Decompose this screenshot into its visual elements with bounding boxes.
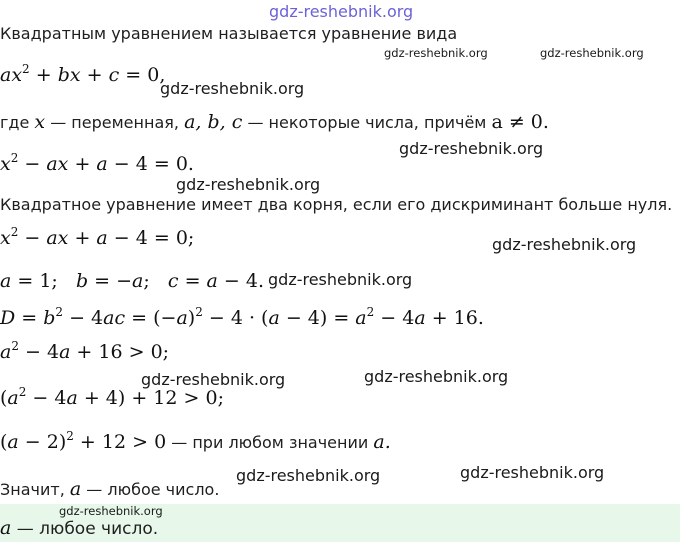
general-form-equation: $ax^2$ + bx + c = 0, xyxy=(0,62,166,86)
watermark: gdz-reshebnik.org xyxy=(364,367,509,386)
inequality-3-var: a. xyxy=(373,431,391,453)
inequality-1: $a^2 - 4a + 16 > 0$; xyxy=(0,339,170,363)
watermark: gdz-reshebnik.org xyxy=(399,139,544,158)
watermark: gdz-reshebnik.org xyxy=(268,270,413,289)
discriminant: $D = b^2 - 4ac = (-a)^2 - 4 \cdot (a - 4) = a^2 - 4a + 16$. xyxy=(0,305,484,329)
answer-text xyxy=(0,518,158,539)
conclusion-suffix: — любое число. xyxy=(86,480,220,499)
where-suffix: — некоторые числа, причём xyxy=(247,113,487,132)
where-mid: — переменная, xyxy=(50,113,179,132)
inequality-2: $(a^2 - 4a + 4) + 12 > 0$; xyxy=(0,385,224,409)
equation-repeat: $x^2$ − ax + a − 4 = 0; xyxy=(0,225,195,249)
inequality-3-math: $(a - 2)^2 + 12 > 0$ xyxy=(0,429,167,453)
watermark: gdz-reshebnik.org xyxy=(492,235,637,254)
answer-suffix: — любое число. xyxy=(16,519,159,539)
watermark: gdz-reshebnik.org xyxy=(236,466,381,485)
inequality-3 xyxy=(0,429,391,453)
where-cond: a ≠ 0. xyxy=(491,111,549,133)
definition-text xyxy=(0,112,549,133)
where-prefix: где xyxy=(0,113,30,132)
conclusion xyxy=(0,479,219,500)
answer-var: a xyxy=(0,517,12,539)
watermark: gdz-reshebnik.org xyxy=(59,504,163,518)
watermark: gdz-reshebnik.org xyxy=(176,175,321,194)
coefficients: a = 1; b = −a; c = a − 4. xyxy=(0,270,265,292)
site-watermark-top: gdz-reshebnik.org xyxy=(269,2,414,21)
conclusion-prefix: Значит, xyxy=(0,480,65,499)
where-x: x xyxy=(34,111,46,133)
condition-text: Квадратное уравнение имеет два корня, если его дискриминант больше нуля. xyxy=(0,195,673,214)
watermark: gdz-reshebnik.org xyxy=(540,46,644,60)
where-abc: a, b, c xyxy=(184,111,243,133)
watermark: gdz-reshebnik.org xyxy=(384,46,488,60)
given-equation: $x^2$ − ax + a − 4 = 0. xyxy=(0,151,194,175)
watermark: gdz-reshebnik.org xyxy=(460,463,605,482)
intro-text: Квадратным уравнением называется уравнение вида xyxy=(0,24,458,43)
watermark: gdz-reshebnik.org xyxy=(160,79,305,98)
conclusion-var: a xyxy=(69,478,82,500)
inequality-3-text: — при любом значении xyxy=(171,433,369,452)
watermark: gdz-reshebnik.org xyxy=(141,370,286,389)
